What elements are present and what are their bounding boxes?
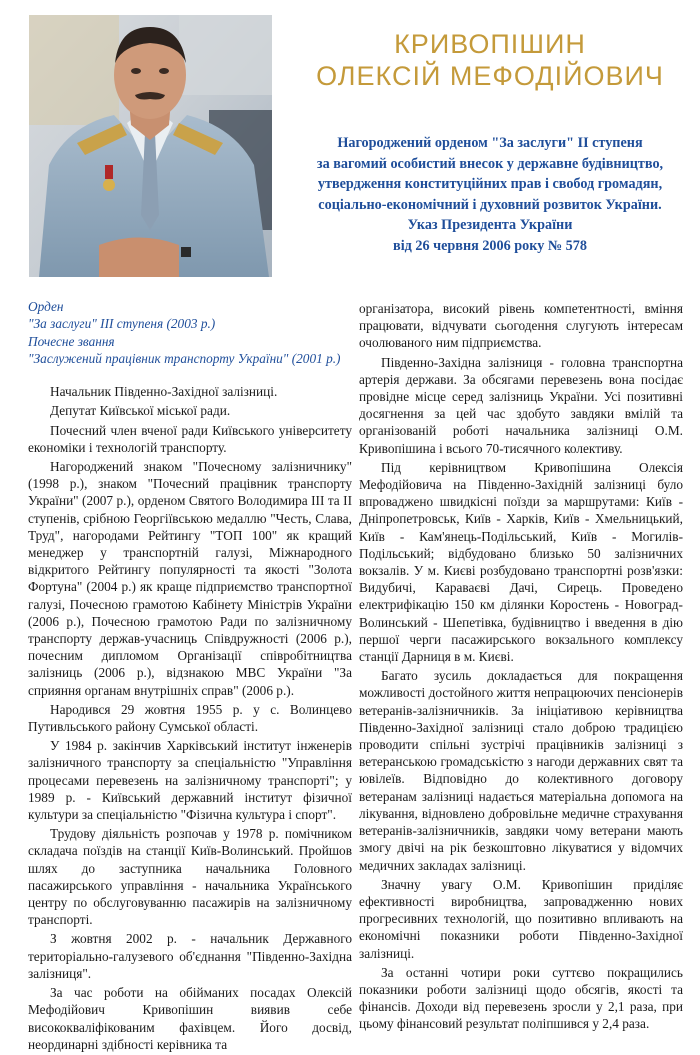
paragraph: Депутат Київської міської ради.	[50, 403, 231, 419]
paragraph: За останні чотири роки суттєво покращились показники роботи залізниці щодо обсягів, якості та фінансів. Доходи від перевезень зросли у 2,1 раза, при цьому фінансовий результат поліпшився у 2,4 раза.	[359, 964, 683, 1032]
award-line: від 26 червня 2006 року № 578	[393, 237, 587, 254]
portrait-photo	[29, 15, 272, 277]
award-line: за вагомий особистий внесок у державне будівництво,	[316, 155, 664, 172]
paragraph: організатора, високий рівень компетентності, вміння працювати, відчувати сьогодення слугують інтересам очолюваного ним підприємства.	[359, 301, 683, 351]
paragraph: Нагороджений знаком "Почесному залізничнику" (1998 р.), знаком "Почесний працівник транспорту України" (2007 р.), орденом Святого Володимира ІІІ та ІІ ступенів, срібною Георгіївською медаллю "Честь, Слава, Труд", нагородами Рейтингу "ТОП 100" як кращий менеджер у транспортній галузі, Міжнародного відкритого Рейтингу популярності та якості "Золота Фортуна" (2004 р.) як краще підприємство транспортної галузі, Почесною грамотою Кабінету Міністрів України (2006 р.), Почесною грамотою Ради по залізничному транспорту держав-учасниць Співдружності (2006 р.), почесним дипломом Організації співробітництва залізниць (2006 р.), відзнакою МВС України "За сприяння органам внутрішніх справ" (2006 р.).	[28, 459, 352, 698]
paragraph: За час роботи на обійманих посадах Олексій Мефодійович Кривопішин виявив себе висококваліфікованим фахівцем. Його досвід, неординарні здібності керівника та	[28, 985, 352, 1052]
award-line: утвердження конституційних прав і свобод громадян,	[317, 176, 663, 193]
honor-item: Орден	[28, 299, 64, 314]
paragraph: Значну увагу О.М. Кривопішин приділяє ефективності виробництва, запровадженню нових прогресивних технологій, що позитивно впливають на економічні показники роботи Південно-Західної залізниці.	[359, 876, 683, 961]
name-line-1: КРИВОПІШИН	[394, 29, 586, 59]
award-line: Указ Президента України	[407, 217, 573, 234]
paragraph: Трудову діяльність розпочав у 1978 р. помічником складача поїздів на станції Київ-Волинський. Пройшов шлях до заступника начальника Головного пасажирського управління - начальника Українського центру по обслуговуванню пасажирів на залізничному транспорті.	[28, 826, 352, 928]
paragraph: Південно-Західна залізниця - головна транспортна артерія держави. За обсягами перевезень вона посідає провідне місце серед залізниць України. Усі позитивні досягнення за цей час здобуто завдяки вмілій та організованій роботі начальника залізниці О.М. Кривопішина і всього 70-тисячного колективу.	[359, 354, 683, 456]
right-column	[359, 300, 683, 1035]
paragraph: Почесний член вченої ради Київського університету економіки і технологій транспорту.	[28, 422, 352, 455]
paragraph: Багато зусиль докладається для покращення можливості достойного життя непрацюючих пенсіонерів ветеранів-залізничників. За ініціативою керівництва Південно-Західної залізниці стало доброю традицією проводити спільні зустрічі працівників залізниці з ветеранською громадськістю з нагоди державних свят та ювілеїв. Відповідно до колективного договору ветеранам залізниці надається матеріальна допомога на лікування, відновлено добровільне медичне страхування ветеранів-залізничників, завдяки чому ветерани мають змогу двічі на рік безкоштовно лікуватися у відомчих медичних закладах залізниці.	[359, 668, 683, 873]
honor-item: "Заслужений працівник транспорту України" (2001 р.)	[28, 350, 341, 366]
award-statement	[290, 133, 690, 257]
honors-list	[28, 298, 352, 367]
left-column	[28, 298, 352, 1055]
name-line-2: ОЛЕКСІЙ МЕФОДІЙОВИЧ	[316, 61, 664, 91]
person-name	[290, 28, 690, 92]
paragraph: Народився 29 жовтня 1955 р. у с. Волинцево Путивльського району Сумської області.	[28, 701, 352, 735]
paragraph: Начальник Південно-Західної залізниці.	[50, 384, 278, 400]
paragraph: З жовтня 2002 р. - начальник Державного територіально-галузевого об'єднання "Південно-Західна залізниця".	[28, 931, 352, 981]
award-line: соціально-економічний і духовний розвиток України.	[318, 196, 662, 213]
honor-item: "За заслуги" ІІІ ступеня (2003 р.)	[28, 316, 216, 332]
paragraph: Під керівництвом Кривопішина Олексія Мефодійовича на Південно-Західній залізниці було впроваджено швидкісні поїзди за маршрутами: Київ - Дніпропетровськ, Київ - Харків, Київ - Хмельницький, Київ - Кам'янець-Подільський, Київ - Могилів-Подільський; відбудовано близько 50 залізничних вокзалів. У м. Києві розбудовано транспортні розв'язки: Видубичі, Караваєві Дачі, Сирець. Проведено електрифікацію 150 км ділянки Коростень - Новоград-Волинський - Шепетівка, будівництво і введення в дію першої черги пасажирського вокзального комплексу станції Дарниця в м. Києві.	[359, 459, 683, 665]
award-line: Нагороджений орденом "За заслуги" ІІ ступеня	[337, 135, 643, 151]
honor-item: Почесне звання	[28, 333, 115, 349]
paragraph: У 1984 р. закінчив Харківський інститут інженерів залізничного транспорту за спеціальністю "Управління процесами перевезень на залізничному транспорті"; у 1989 р. - Київський державний інститут фізичної культури за спеціальністю "Фізична культура і спорт".	[28, 738, 352, 823]
